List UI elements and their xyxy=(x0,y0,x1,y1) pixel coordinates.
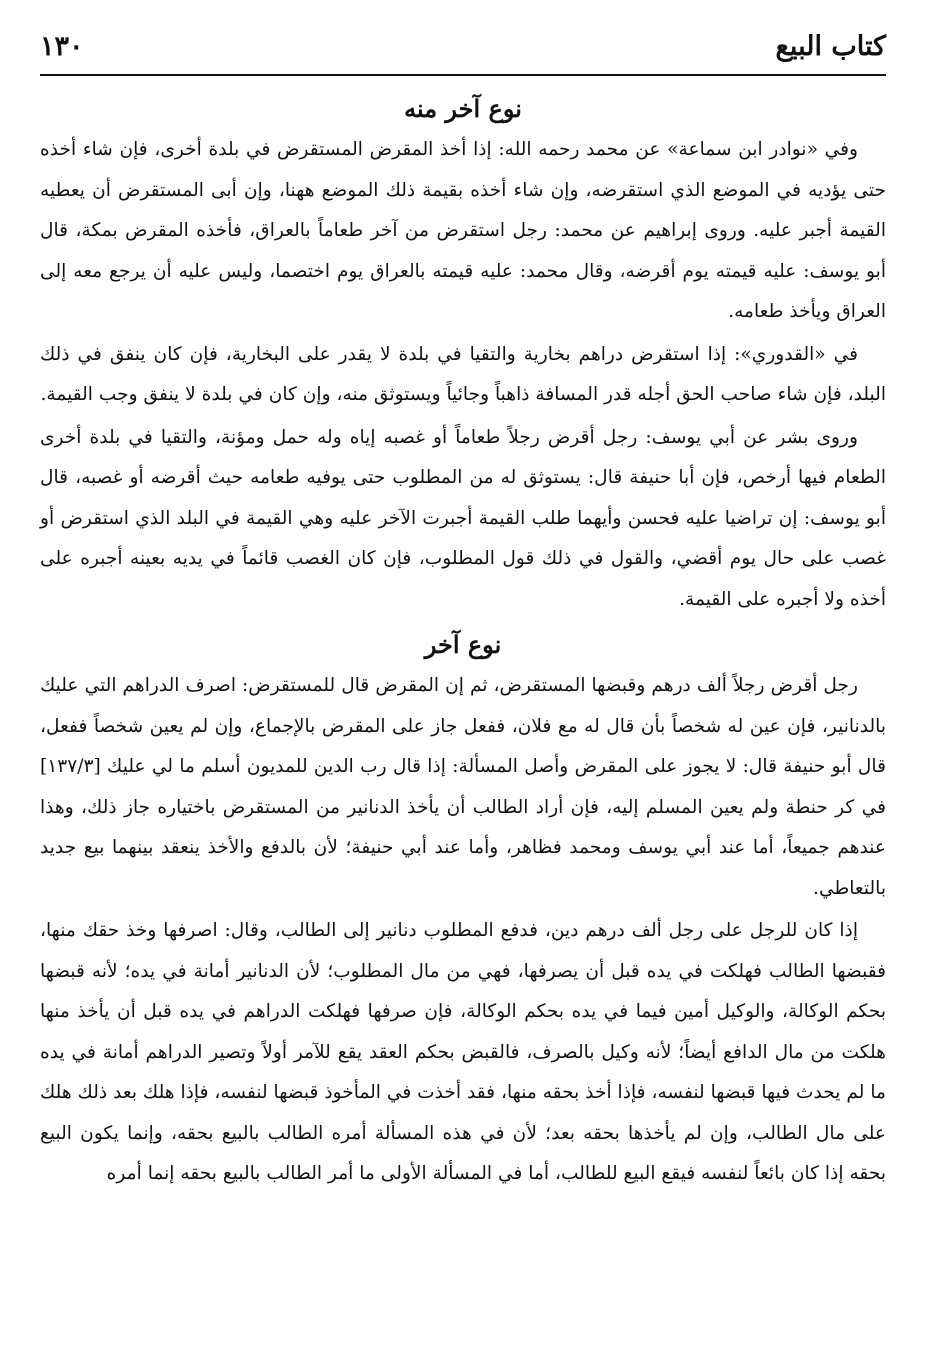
book-page xyxy=(40,22,886,1352)
paragraph: إذا كان للرجل على رجل ألف درهم دين، فدفع المطلوب دنانير إلى الطالب، وقال: اصرفها وخذ حقك منها، فقبضها الطالب فهلكت في يده قبل أن يصرفها، فهي من مال المطلوب؛ لأن الدنانير أمانة في يده؛ لأنه قبضها بحكم الوكالة، والوكيل أمين فيما في يده بحكم الوكالة، فإن صرفها فهلكت الدراهم في يده قبل أن يأخذ منها هلكت من مال الدافع أيضاً؛ لأنه وكيل بالصرف، فالقبض بحكم العقد يقع للآمر أولاً وتصير الدراهم أمانة في يده ما لم يحدث فيها قبضها لنفسه، فإذا أخذ بحقه منها، فقد أخذت في المأخوذ قبضها لنفسه، فإذا هلك بعد ذلك هلك على مال الطالب، وإن لم يأخذها بحقه بعد؛ لأن في هذه المسألة أمره الطالب بالبيع بحقه، وإنما يكون البيع بحقه إذا كان بائعاً لنفسه فيقع البيع للطالب، أما في المسألة الأولى ما أمر الطالب بالبيع بحقه إنما أمره xyxy=(40,920,886,1184)
paragraph: وروى بشر عن أبي يوسف: رجل أقرض رجلاً طعاماً أو غصبه إياه وله حمل ومؤنة، والتقيا في بلدة أخرى الطعام فيها أرخص، فإن أبا حنيفة قال: يستوثق له من المطلوب حتى يوفيه طعامه حيث أقرضه أو غصبه، قال أبو يوسف: إن تراضيا عليه فحسن وأيهما طلب القيمة أجبرت الآخر عليه وهي القيمة في البلد الذي استقرض أو غصب على حال يوم أقضي، والقول في ذلك قول المطلوب، فإن كان الغصب قائماً في يديه بعينه أجبره على أخذه ولا أجبره على القيمة. xyxy=(40,426,886,610)
paragraph: في «القدوري»: إذا استقرض دراهم بخارية والتقيا في بلدة لا يقدر على البخارية، فإن كان ينفق في ذلك البلد، فإن شاء صاحب الحق أجله قدر المسافة ذاهباً وجائياً ويستوثق منه، وإن كان في بلدة لا ينفق وجب القيمة. xyxy=(40,343,886,405)
running-header xyxy=(40,22,886,76)
section-other-type xyxy=(40,628,886,1195)
paragraph: رجل أقرض رجلاً ألف درهم وقبضها المستقرض، ثم إن المقرض قال للمستقرض: اصرف الدراهم التي عليك بالدنانير، فإن عين له شخصاً بأن قال له مع فلان، ففعل جاز على المقرض بالإجماع، وإن لم يعين شخصاً ففعل، قال أبو حنيفة قال: لا يجوز على المقرض وأصل المسألة: إذا قال رب الدين للمديون أسلم ما لي عليك [١٣٧/٣] في كر حنطة ولم يعين المسلم إليه، فإن أراد الطالب أن يأخذ الدنانير من المستقرض باختياره جاز ذلك، وهذا عندهم جميعاً، أما عند أبي يوسف ومحمد فظاهر، وأما عند أبي حنيفة؛ لأن بالدفع والأخذ ينعقد بينهما بيع جديد بالتعاطي. xyxy=(40,675,886,899)
paragraph: وفي «نوادر ابن سماعة» عن محمد رحمه الله: إذا أخذ المقرض المستقرض في بلدة أخرى، فإن شاء أخذه حتى يؤديه في الموضع الذي استقرضه، وإن شاء أخذه بقيمة ذلك الموضع ههنا، وإن أبى المستقرض أن يعطيه القيمة أجبر عليه. وروى إبراهيم عن محمد: رجل استقرض من آخر طعاماً بالعراق، فأخذه المقرض بمكة، قال أبو يوسف: عليه قيمته يوم أقرضه، وقال محمد: عليه قيمته بالعراق يوم اختصما، وليس عليه أن يرجع معه إلى العراق ويأخذ طعامه. xyxy=(40,139,886,322)
book-title: كتاب البيع xyxy=(775,31,886,62)
section-heading: نوع آخر xyxy=(424,630,502,659)
section-heading: نوع آخر منه xyxy=(404,94,522,123)
page-number: ١٣٠ xyxy=(40,31,84,62)
section-other-type-of-it xyxy=(40,92,886,620)
